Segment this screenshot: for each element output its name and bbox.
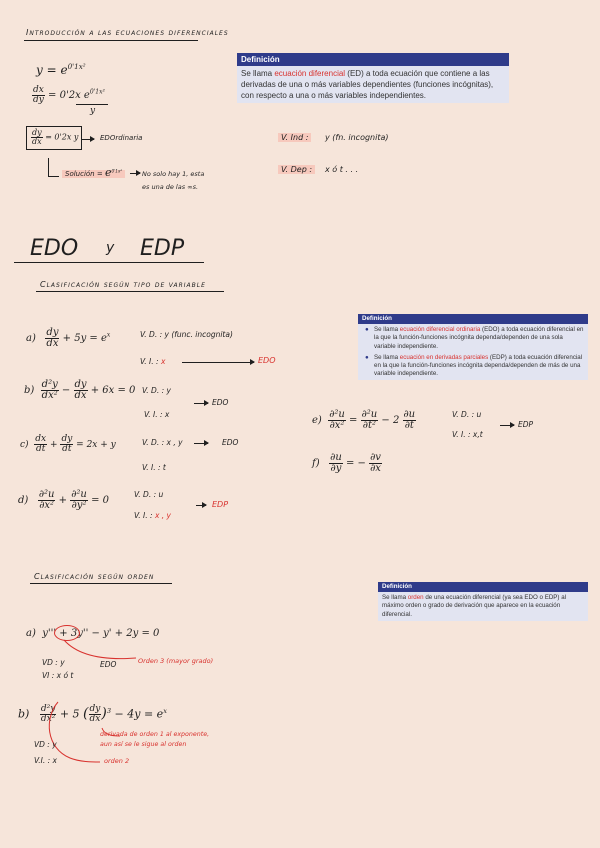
s1-c-equation: c) $\frac{dx}{dt}$ + $\frac{dy}{dt}$ = 2x + y <box>20 434 116 454</box>
section2-title: Clasificación según orden <box>34 572 155 581</box>
definition-body: Se llama orden de una ecuación diferencial (ya sea EDO o EDP) al máximo orden o grado de derivación que aparece en la ecuación diferencial. <box>382 594 567 618</box>
s1-d-arrow <box>196 505 206 506</box>
big-title-underline <box>14 262 204 263</box>
definition-body: Se llama ecuación diferencial (ED) a toda ecuación que contiene a las derivadas de una o más variables dependientes (funciones incógnitas), con respecto a una o más variables independientes. <box>241 69 494 100</box>
section1-underline <box>36 291 224 292</box>
s2-b-note-1: derivada de orden 1 al exponente, <box>100 731 210 738</box>
s1-a-vd: V. D. : y (func. incognita) <box>140 330 233 339</box>
s1-c-vi: V. I. : t <box>142 463 166 472</box>
s1-f-equation: f) $\frac{\partial u}{\partial y}$ = − $\frac{\partial v}{\partial x}$ <box>312 452 381 474</box>
eq-derivative: $\frac{dx}{dy}$ = 0'2x $e^{0'1x^2}$ <box>32 85 105 105</box>
big-title-y: y <box>106 240 115 256</box>
definition-box-ed <box>237 53 509 103</box>
var-ind-value: y (fn. incognita) <box>325 133 389 142</box>
s1-a-type: EDO <box>258 356 276 365</box>
s1-c-type: EDO <box>222 438 239 447</box>
s1-a-equation: a) $\frac{dy}{dx}$ + $5y = e^x$ <box>26 327 111 349</box>
s1-d-vd: V. D. : u <box>134 490 164 499</box>
intro-title: Introducción a las ecuaciones diferenciales <box>26 28 229 37</box>
definition-bullet-edp: ● Se llama ecuación en derivadas parciales (EDP) a toda ecuación diferencial en la que la función-funciones incógnita dependa/dependen de más de una variable independiente. <box>365 353 583 378</box>
definition-header: Definición <box>378 582 588 592</box>
eq-derivative-under: y <box>90 106 96 116</box>
s1-e-type: EDP <box>518 420 534 429</box>
definition-bullet-edo: ● Se llama ecuación diferencial ordinaria (EDO) a toda ecuación diferencial en la que la función-funciones incógnita dependa/dependen de una sola variable independiente. <box>365 326 584 350</box>
var-ind-label: V. Ind : <box>278 133 311 142</box>
s1-e-vi: V. I. : x,t <box>452 430 483 439</box>
s1-a-arrow <box>182 362 254 363</box>
s2-a-type: EDO <box>100 660 117 669</box>
s1-c-vd: V. D. : x , y <box>142 438 183 447</box>
big-title-edp: EDP <box>140 236 185 261</box>
section1-title: Clasificación según tipo de variable <box>40 280 206 289</box>
s1-b-arrow <box>194 403 208 404</box>
s2-b-note-2: aun así se le sigue al orden <box>100 741 187 748</box>
s1-a-vi: V. I. : x <box>140 357 166 366</box>
section2-underline <box>30 583 172 584</box>
s1-e-arrow <box>500 425 514 426</box>
s2-a-equation: a) y''' + 3y'' − y' + 2y = 0 <box>26 628 160 639</box>
s1-e-vd: V. D. : u <box>452 410 482 419</box>
s1-d-equation: d) $\frac{\text{∂²u}}{\text{∂x²}}$ + $\frac{\text{∂²u}}{\text{∂y²}}$ = 0 <box>18 489 109 511</box>
s2-b-vi: V.I. : x <box>34 756 57 765</box>
definition-body <box>358 324 588 380</box>
intro-title-underline <box>24 40 198 41</box>
definition-box-edo-edp <box>358 314 588 380</box>
s2-a-note: Orden 3 (mayor grado) <box>138 657 214 665</box>
big-title-edo: EDO <box>30 236 79 261</box>
s1-b-type: EDO <box>212 398 229 407</box>
s1-d-type: EDP <box>212 500 229 509</box>
solution-note-2: es una de las ∞s. <box>142 183 199 191</box>
edo-label: EDOrdinaria <box>100 134 143 142</box>
solution: Solución = $e^{0'1x^2}$ <box>62 166 125 179</box>
s1-d-vi: V. I. : x , y <box>134 511 171 520</box>
s1-c-arrow <box>194 443 208 444</box>
eq-y-exp: $y = e^{0'1x^2}$ <box>36 62 86 77</box>
s1-e-equation: e) $\frac{\text{∂²u}}{\text{∂x²}}$ = $\frac{\text{∂²u}}{\text{∂t²}}$ − 2 $\frac{\partial u}{\partial t}$ <box>312 409 416 431</box>
boxed-arrow <box>82 139 94 140</box>
s1-b-equation: b) $\frac{\text{d²y}}{\text{dx²}}$ − $\frac{dy}{dx}$ + 6x = 0 <box>24 379 136 401</box>
s2-b-vd: VD : y <box>34 740 57 749</box>
boxed-equation-text: $\frac{dy}{dx}$ = 0'2x y <box>32 128 79 146</box>
definition-box-orden <box>378 582 588 621</box>
eq-under-brace <box>76 104 108 105</box>
solution-bracket <box>48 158 59 177</box>
var-dep-value: x ó t . . . <box>325 165 359 174</box>
definition-header: Definición <box>358 314 588 324</box>
s2-b-note-3: orden 2 <box>104 757 130 765</box>
solution-note-1: No solo hay 1, esta <box>142 170 205 178</box>
var-dep-label: V. Dep : <box>278 165 315 174</box>
s1-b-vi: V. I. : x <box>144 410 170 419</box>
s2-b-equation: b) $\frac{\text{d²y}}{\text{dx²}}$ + 5 ( $\frac{dy}{dx}$ )$^3 - 4y = e^x$ <box>18 704 167 724</box>
definition-header: Definición <box>237 53 509 66</box>
solution-arrow <box>130 173 140 174</box>
s1-b-vd: V. D. : y <box>142 386 171 395</box>
s2-a-vi: VI : x ó t <box>42 671 74 680</box>
s2-a-vd: VD : y <box>42 658 65 667</box>
